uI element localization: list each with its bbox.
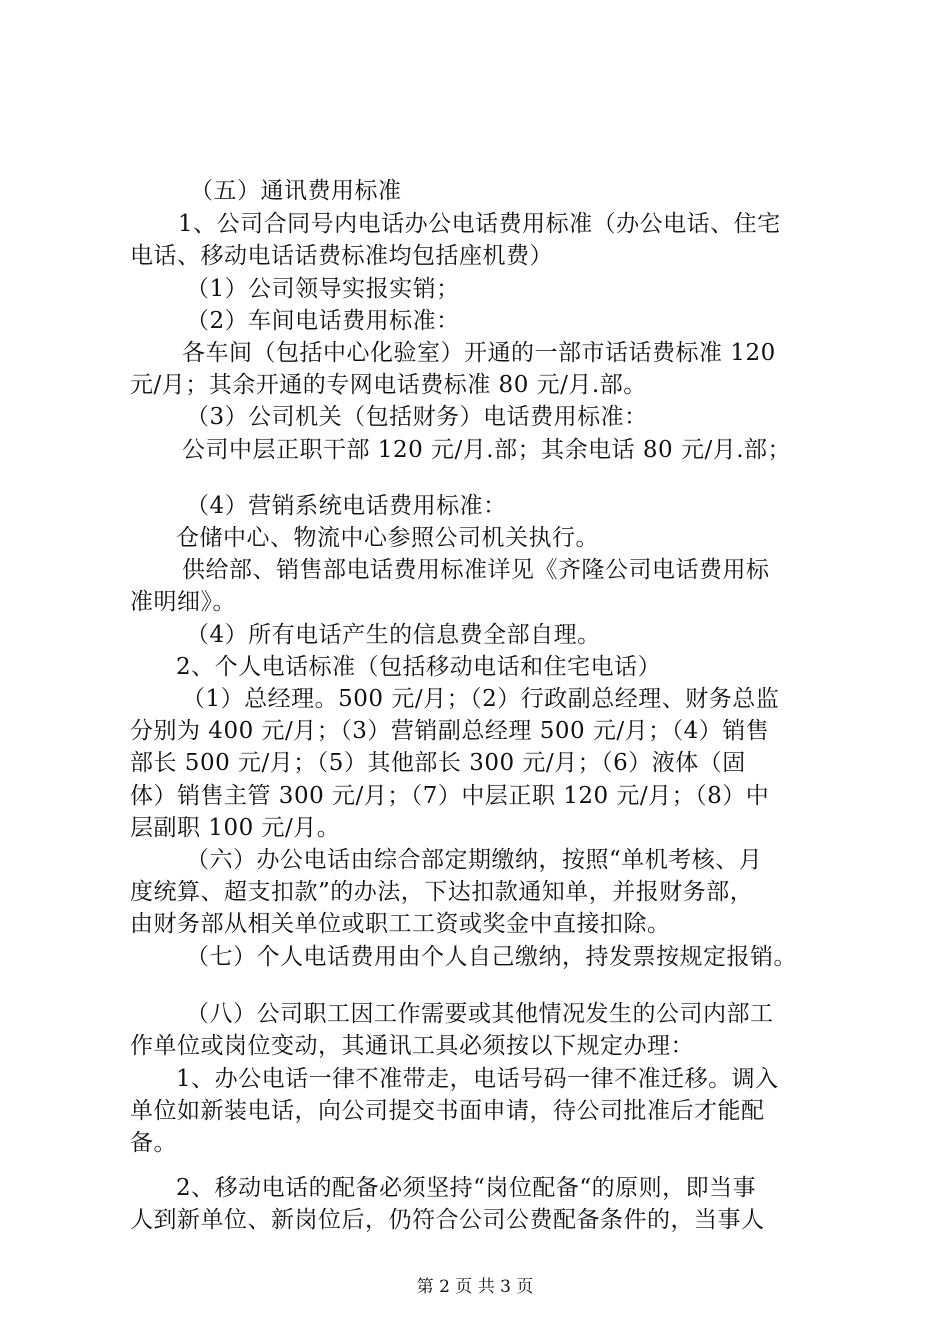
text-line: 备。 <box>130 1130 177 1156</box>
text-line: 单位如新装电话，向公司提交书面申请，待公司批准后才能配 <box>130 1098 765 1124</box>
text-line: （4）营销系统电话费用标准： <box>186 493 507 519</box>
text-line: 分别为 400 元/月；（3）营销副总经理 500 元/月；（4）销售 <box>130 718 770 744</box>
text-line: 作单位或岗位变动，其通讯工具必须按以下规定办理： <box>130 1033 694 1059</box>
text-line: 部长 500 元/月；（5）其他部长 300 元/月；（6）液体（固 <box>130 750 746 776</box>
text-line: 2、移动电话的配备必须坚持“岗位配备“的原则，即当事 <box>176 1175 757 1201</box>
section-heading: （五）通讯费用标准 <box>190 178 402 204</box>
text-line: （2）车间电话费用标准： <box>186 308 460 334</box>
text-line: （1）公司领导实报实销； <box>186 276 460 302</box>
text-line: 由财务部从相关单位或职工工资或奖金中直接扣除。 <box>130 911 671 937</box>
text-line: 1、公司合同号内电话办公电话费用标准（办公电话、住宅 <box>178 211 781 237</box>
text-line: （八）公司职工因工作需要或其他情况发生的公司内部工 <box>186 1001 774 1027</box>
text-line: 元/月；其余开通的专网电话费标准 80 元/月.部。 <box>130 372 647 398</box>
text-line: 仓储中心、物流中心参照公司机关执行。 <box>176 525 599 551</box>
text-line: （六）办公电话由综合部定期缴纳，按照“单机考核、月 <box>186 847 763 873</box>
text-line: （3）公司机关（包括财务）电话费用标准： <box>186 404 648 430</box>
text-line: 电话、移动电话话费标准均包括座机费） <box>130 243 553 269</box>
text-line: （七）个人电话费用由个人自己缴纳，持发票按规定报销。 <box>186 944 797 970</box>
text-line: 各车间（包括中心化验室）开通的一部市话话费标准 120 <box>182 340 776 366</box>
text-line: 度统算、超支扣款”的办法，下达扣款通知单，并报财务部， <box>130 879 754 905</box>
page-number-footer: 第 2 页 共 3 页 <box>416 1277 534 1297</box>
text-line: 准明细》。 <box>130 589 236 615</box>
text-line: 2、个人电话标准（包括移动电话和住宅电话） <box>176 654 662 680</box>
text-line: （1）总经理。500 元/月；（2）行政副总经理、财务总监 <box>182 686 780 712</box>
text-line: 层副职 100 元/月。 <box>130 815 341 841</box>
text-line: （4）所有电话产生的信息费全部自理。 <box>186 622 601 648</box>
text-line: 人到新单位、新岗位后，仍符合公司公费配备条件的，当事人 <box>130 1207 765 1233</box>
text-line: 公司中层正职干部 120 元/月.部；其余电话 80 元/月.部； <box>182 437 792 463</box>
text-line: 体）销售主管 300 元/月；（7）中层正职 120 元/月；（8）中 <box>130 783 770 809</box>
text-line: 供给部、销售部电话费用标准详见《齐隆公司电话费用标 <box>182 557 770 583</box>
text-line: 1、办公电话一律不准带走，电话号码一律不准迁移。调入 <box>176 1066 779 1092</box>
